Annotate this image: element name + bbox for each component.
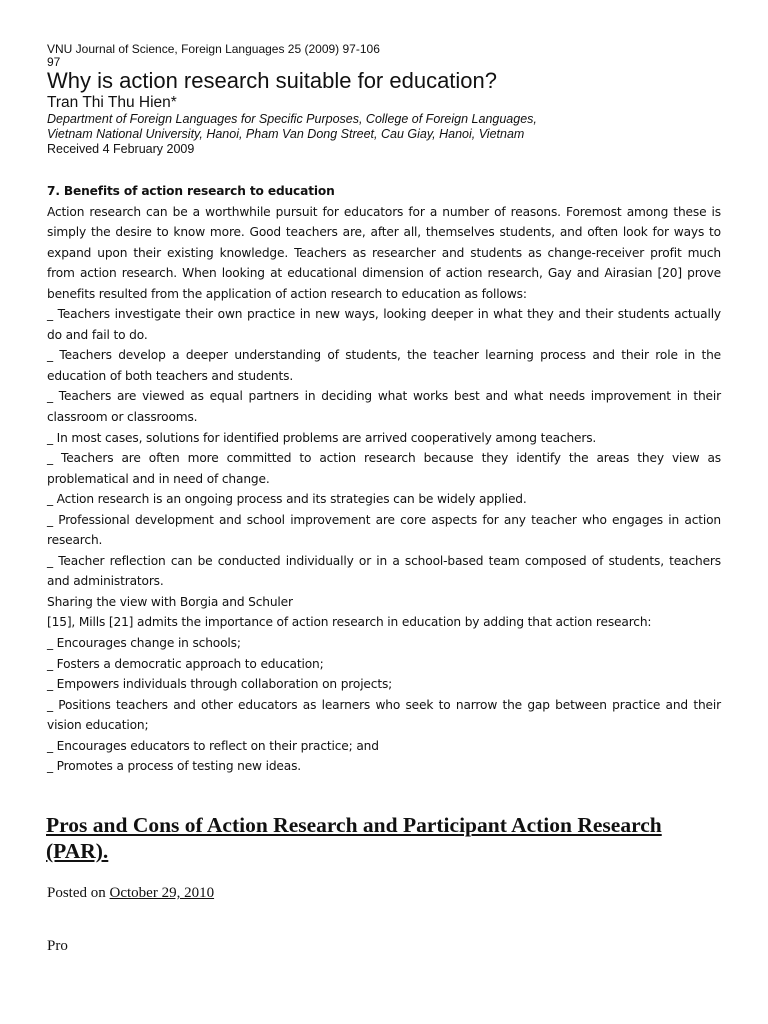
benefit-item: _ Action research is an ongoing process and its strategies can be widely applied.: [47, 492, 527, 507]
mills-point: _ Positions teachers and other educators as learners who seek to narrow the gap between practice and their vision education;: [47, 697, 721, 733]
benefit-item: _ Professional development and school improvement are core aspects for any teacher who engages in action research.: [47, 512, 721, 548]
journal-citation: VNU Journal of Science, Foreign Languages 25 (2009) 97-106: [47, 42, 380, 56]
section-heading: 7. Benefits of action research to education: [47, 184, 335, 198]
received-date: Received 4 February 2009: [47, 142, 195, 156]
blog-post: [46, 812, 726, 955]
benefits-section: [47, 181, 721, 777]
benefit-item: _ In most cases, solutions for identified problems are arrived cooperatively among teachers.: [47, 430, 597, 445]
post-body-text: Pro: [47, 938, 68, 954]
affiliation-line-1: Department of Foreign Languages for Specific Purposes, College of Foreign Languages,: [47, 112, 537, 126]
posted-prefix: Posted on: [47, 885, 106, 901]
mills-line: [15], Mills [21] admits the importance of action research in education by adding that action research:: [47, 615, 652, 630]
post-meta: [47, 884, 726, 902]
author-name: Tran Thi Thu Hien*: [47, 94, 177, 111]
mills-point: _ Empowers individuals through collaboration on projects;: [47, 677, 393, 692]
benefit-item: _ Teachers develop a deeper understanding of students, the teacher learning process and their role in the education of both teachers and students.: [47, 348, 721, 383]
intro-paragraph: Action research can be a worthwhile pursuit for educators for a number of reasons. Foremost among these is simply the desire to know more. Good teachers are, after all, themselves students, and often look for ways to expand upon their existing knowledge. Teachers as researcher and students as change-receiver profit much from action research. When looking at educational dimension of action research, Gay and Airasian [20] prove benefits resulted from the application of action research to education as follows:: [47, 204, 721, 301]
page-number: 97: [47, 55, 61, 69]
post-title-link[interactable]: Pros and Cons of Action Research and Participant Action Research (PAR).: [46, 813, 662, 863]
sharing-line: Sharing the view with Borgia and Schuler: [47, 594, 293, 609]
benefit-item: _ Teachers are often more committed to action research because they identify the areas they view as problematical and in need of change.: [47, 451, 721, 486]
mills-point: _ Encourages change in schools;: [47, 636, 241, 651]
affiliation-line-2: Vietnam National University, Hanoi, Pham Van Dong Street, Cau Giay, Hanoi, Vietnam: [47, 127, 525, 141]
benefit-item: _ Teacher reflection can be conducted individually or in a school-based team composed of students, teachers and administrators.: [47, 553, 721, 589]
benefit-item: _ Teachers are viewed as equal partners in deciding what works best and what needs improvement in their classroom or classrooms.: [47, 389, 721, 425]
mills-point: _ Promotes a process of testing new ideas.: [47, 759, 302, 774]
article-title: Why is action research suitable for education?: [47, 68, 498, 93]
mills-point: _ Encourages educators to reflect on their practice; and: [47, 738, 379, 753]
mills-point: _ Fosters a democratic approach to education;: [47, 656, 324, 671]
article-header: [47, 42, 747, 157]
post-date-link[interactable]: October 29, 2010: [109, 885, 215, 901]
benefit-item: _ Teachers investigate their own practice in new ways, looking deeper in what they and their students actually do and fail to do.: [47, 307, 721, 342]
